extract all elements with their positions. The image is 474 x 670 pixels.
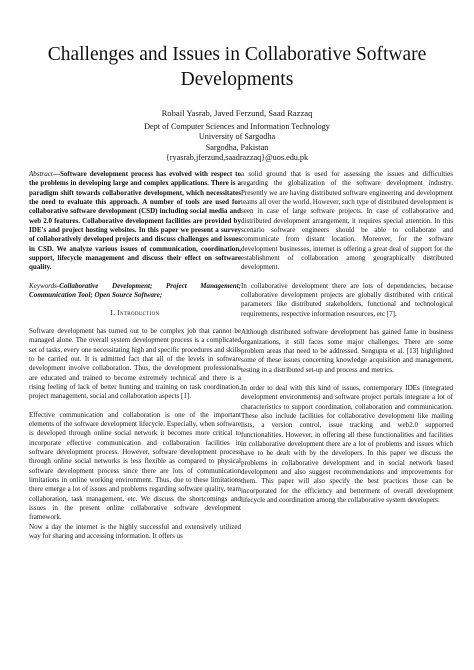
paper-title: [20, 42, 454, 92]
abstract-label: Abstract: [29, 170, 53, 178]
affiliation-university: University of Sargodha: [198, 132, 276, 142]
title-line-1: Challenges and Issues in Collaborative Software: [47, 44, 427, 65]
author-block: [20, 108, 454, 164]
body-paragraph: Effective communication and collaboration is one of the important elements of the software development lifecycle. Especially, when software is developed through online social network it becomes more critical to incorporate effective communication and collaboration facilities in software development process. However, software development process through online social networks is less flexible as compared to physical software development process since there are lots of communication limitations in online working environment. Thus, due to these limitations there emerge a lot of issues and problems regarding software quality, team collaboration, task management, etc. We discuss the shortcomings and issues in the present online collaborative software development framework.: [29, 410, 241, 522]
keywords-text: Collaborative Development; Project Management; Communication Tool; Open Source Software;: [29, 281, 241, 300]
affiliation-department: Dept of Computer Sciences and Information Technology: [144, 121, 330, 131]
author-email: {ryasrab,jferzund,saadrazzaq}@uos.edu.pk: [165, 153, 309, 163]
body-paragraph: Although distributed software development has gained fame in business organizations, it still faces some major challenges. There are some problem areas that need to be addressed. Sengupta et al. [13] highlighted some of these issues concerning knowledge acquisition and management, testing in a distributed set-up and process and metrics.: [241, 328, 453, 374]
keywords-label: Keywords-: [29, 281, 60, 290]
abstract-text: —Software development process has evolved with respect to the problems in developing large and complex applications. There is a paradigm shift towards collaborative development, which necessitates the need to evaluate this approach. A number of tools are used for collaborative software development (CSD) including social media and web 2.0 features. Collaborative development facilities are provided by IDE's and project hosting websites. In this paper we present a survey of collaboratively developed projects and discuss challenges and issues in CSD. We analyze various issues of communication, coordination, support, lifecycle management and discuss their effect on software quality.: [29, 170, 241, 272]
affiliation-location: Sargodha, Pakistan: [205, 142, 269, 152]
abstract: [29, 170, 241, 273]
section-heading-introduction: I. Introduction: [110, 309, 160, 318]
title-line-2: Developments: [180, 69, 294, 90]
body-paragraph: In order to deal with this kind of issues, contemporary IDEs (integrated development environments) and software project portals integrate a lot of characteristics to support coordination, collaboration and communication. These also include facilities for collaborative development like mailing lists, a version control, issue tracking and web2.0 supported functionalities. However, in offering all these functionalities and facilities in collaborative development there are a lot of problems and issues which have to be dealt with by the developers. In this paper we discuss the problems in collaborative development and in social network based development and also suggest recommendations and improvements for them. This paper will also specify the best practices those can be incorporated for the efficiency and betterment of overall development lifecycle and coordination among the collaborative system developers.: [241, 383, 453, 504]
body-paragraph: In collaborative development there are lots of dependencies, because collaborative development projects are globally distributed with critical parameters like distributed stakeholders, functional and technological requirements, respective information resources, etc [7].: [241, 281, 453, 318]
author-names: Robail Yasrab, Javed Ferzund, Saad Razzaq: [161, 108, 313, 118]
body-paragraph: Now a day the internet is the highly successful and extensively utilized way for sharing and accessing information. It offers us: [29, 522, 241, 541]
keywords: [29, 282, 241, 301]
body-paragraph: a solid ground that is used for assessing the issues and difficulties regarding the globalization of the software development industry. Presently we are having distributed software engineering and development teams all over the world. However, such type of distributed development is seen in case of large software projects. In case of collaborative and distributed development arrangement, it requires special attention. In this scenario software engineers should be able to collaborate and communicate from distant location. Moreover, for the software development businesses, internet is offering a great deal of support for the establishment of collaboration among geographically distributed development.: [241, 170, 453, 272]
right-column: [241, 170, 453, 514]
left-column: [29, 170, 241, 550]
body-paragraph: Software development has turned out to be complex job that cannot be managed alone. The overall system development process is a complicated set of tasks, every one necessitating high and specific procedures and skills to be carried out. It is admitted fact that all of the levels in software development involve collaboration. Thus, the development professionals are educated and trained to become extremely technical and there is a rising feeling of lack of better hunting and training on task coordination, project management, social and collaboration aspects [1].: [29, 326, 241, 401]
